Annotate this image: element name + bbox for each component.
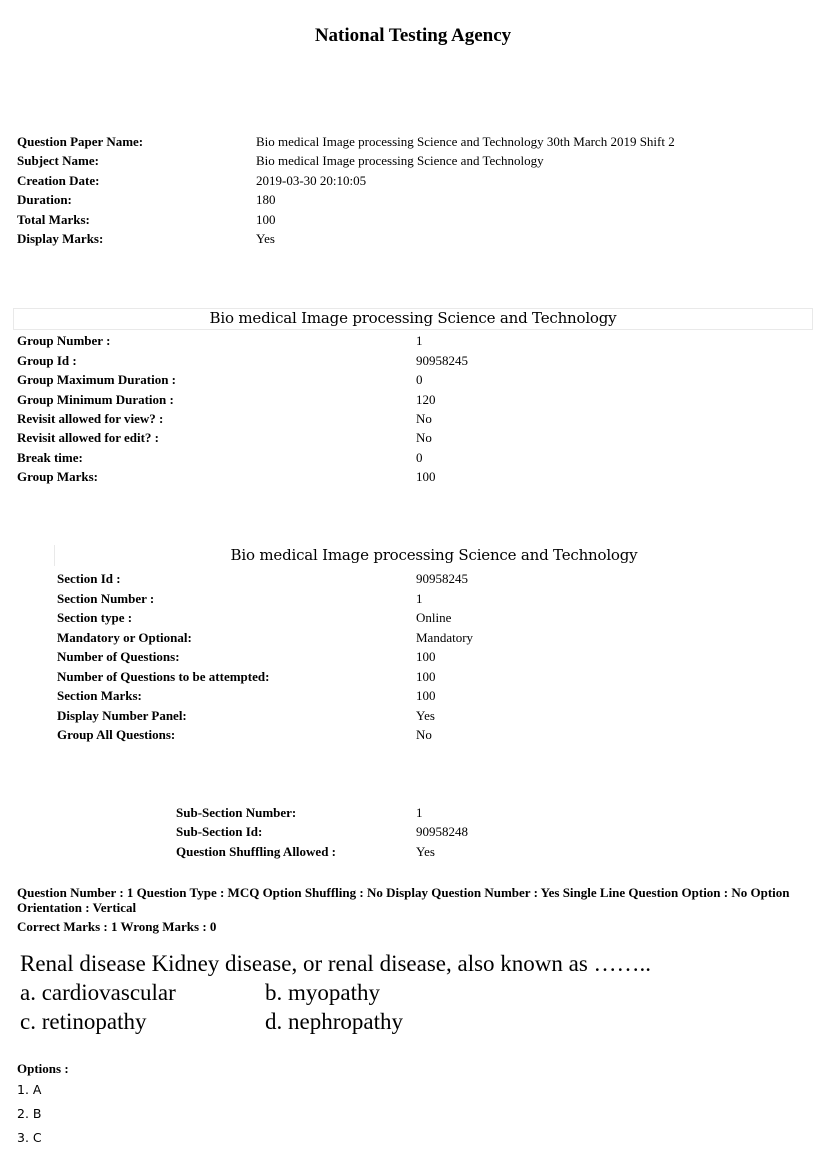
group-marks-value: 100 [416, 469, 436, 484]
creation-date-value: 2019-03-30 20:10:05 [256, 173, 367, 188]
total-marks-value: 100 [256, 212, 276, 227]
group-all-label: Group All Questions: [57, 727, 176, 742]
option-3[interactable]: 3. C [17, 1130, 42, 1145]
section-id-label: Section Id : [57, 571, 121, 586]
duration-label: Duration: [17, 192, 72, 207]
display-marks-label: Display Marks: [17, 231, 104, 246]
question-text: Renal disease Kidney disease, or renal disease, also known as …….. [20, 951, 652, 976]
group-banner-bottom-rule [13, 329, 813, 330]
option-1[interactable]: 1. A [17, 1082, 42, 1097]
subject-name-value: Bio medical Image processing Science and Technology [256, 153, 544, 168]
num-questions-label: Number of Questions: [57, 649, 180, 664]
section-type-label: Section type : [57, 610, 133, 625]
display-panel-label: Display Number Panel: [57, 708, 187, 723]
choice-b: b. myopathy [265, 980, 380, 1005]
group-number-value: 1 [416, 333, 423, 348]
choice-c: c. retinopathy [20, 1009, 147, 1034]
subsection-id-value: 90958248 [416, 824, 468, 839]
option-2[interactable]: 2. B [17, 1106, 42, 1121]
subsection-number-value: 1 [416, 805, 423, 820]
display-marks-value: Yes [256, 231, 275, 246]
subsection-number-label: Sub-Section Number: [176, 805, 297, 820]
num-attempted-label: Number of Questions to be attempted: [57, 669, 270, 684]
subsection-id-label: Sub-Section Id: [176, 824, 263, 839]
options-label: Options : [17, 1061, 69, 1076]
group-max-duration-value: 0 [416, 372, 423, 387]
section-marks-value: 100 [416, 688, 436, 703]
section-marks-label: Section Marks: [57, 688, 142, 703]
paper-name-label: Question Paper Name: [17, 134, 144, 149]
group-marks-label: Group Marks: [17, 469, 99, 484]
shuffling-label: Question Shuffling Allowed : [176, 844, 337, 859]
choice-a: a. cardiovascular [20, 980, 176, 1005]
revisit-edit-value: No [416, 430, 432, 445]
break-time-value: 0 [416, 450, 423, 465]
group-max-duration-label: Group Maximum Duration : [17, 372, 177, 387]
choice-d: d. nephropathy [265, 1009, 403, 1034]
mandatory-label: Mandatory or Optional: [57, 630, 192, 645]
revisit-edit-label: Revisit allowed for edit? : [17, 430, 160, 445]
group-all-value: No [416, 727, 432, 742]
group-id-label: Group Id : [17, 353, 77, 368]
mandatory-value: Mandatory [416, 630, 474, 645]
total-marks-label: Total Marks: [17, 212, 90, 227]
group-banner: Bio medical Image processing Science and Technology [209, 309, 617, 327]
shuffling-value: Yes [416, 844, 435, 859]
group-min-duration-label: Group Minimum Duration : [17, 392, 174, 407]
duration-value: 180 [256, 192, 276, 207]
section-number-label: Section Number : [57, 591, 155, 606]
paper-name-value: Bio medical Image processing Science and Technology 30th March 2019 Shift 2 [256, 134, 675, 149]
group-number-label: Group Number : [17, 333, 111, 348]
revisit-view-label: Revisit allowed for view? : [17, 411, 164, 426]
num-questions-value: 100 [416, 649, 436, 664]
section-banner: Bio medical Image processing Science and Technology [230, 546, 638, 564]
display-panel-value: Yes [416, 708, 435, 723]
section-type-value: Online [416, 610, 452, 625]
question-marks: Correct Marks : 1 Wrong Marks : 0 [17, 919, 217, 934]
creation-date-label: Creation Date: [17, 173, 100, 188]
num-attempted-value: 100 [416, 669, 436, 684]
question-meta: Question Number : 1 Question Type : MCQ Option Shuffling : No Display Question Number : Yes Single Line Question Option : No Option Orientation : Vertical [17, 885, 790, 915]
page-title: National Testing Agency [314, 25, 512, 46]
revisit-view-value: No [416, 411, 432, 426]
subject-name-label: Subject Name: [17, 153, 99, 168]
group-min-duration-value: 120 [416, 392, 436, 407]
break-time-label: Break time: [17, 450, 83, 465]
section-number-value: 1 [416, 591, 423, 606]
section-id-value: 90958245 [416, 571, 468, 586]
group-id-value: 90958245 [416, 353, 468, 368]
